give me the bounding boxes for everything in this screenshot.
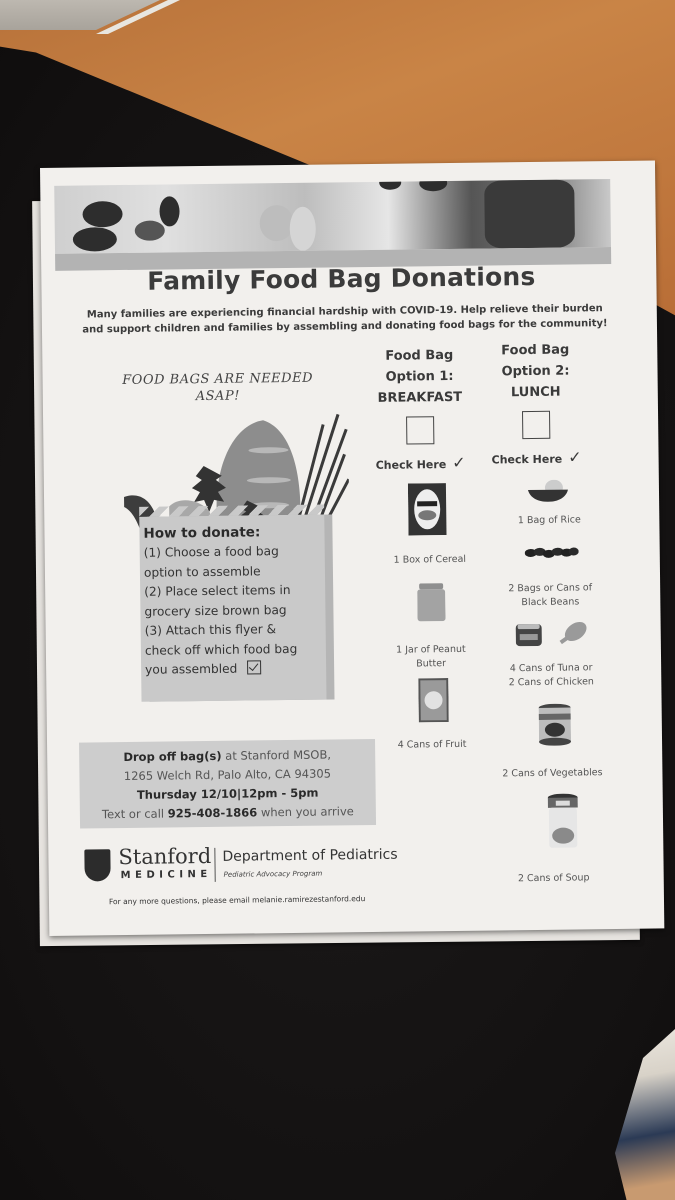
how-to-step: check off which food bag [144, 641, 298, 658]
how-to-step: (2) Place select items in [144, 582, 291, 599]
item-tuna-chicken [486, 661, 616, 691]
peanut-butter-jar-icon [417, 583, 445, 621]
intro-line-2: and support children and families by assembling and donating food bags for the community! [82, 318, 608, 336]
option-1-heading: Food Bag [385, 347, 454, 364]
department-name: Department of Pediatrics [222, 846, 398, 865]
check-here-text: Check Here [375, 458, 447, 472]
option-breakfast [364, 345, 476, 473]
page-title: Family Food Bag Donations [147, 261, 536, 296]
item-label-line: Black Beans [521, 596, 580, 609]
item-label-line: Butter [416, 658, 447, 670]
item-black-beans [485, 581, 615, 611]
how-to-step: (1) Choose a food bag [143, 544, 279, 560]
asap-line-2: ASAP! [195, 388, 240, 405]
logo-wordmark: Stanford [118, 843, 212, 870]
stanford-shield-icon [84, 849, 110, 881]
option-1-name: BREAKFAST [377, 389, 463, 406]
intro-text [60, 301, 630, 338]
rice-bowl-icon [528, 480, 568, 502]
tuna-chicken-icon [516, 619, 596, 650]
how-to-step-text: you assembled [145, 661, 238, 677]
check-here-label [366, 453, 476, 473]
how-to-step: option to assemble [143, 563, 261, 580]
option-1-number: Option 1: [385, 368, 454, 385]
how-to-step-last [145, 659, 320, 681]
how-to-step: (3) Attach this flyer & [144, 622, 277, 638]
item-soup: 2 Cans of Soup [517, 872, 590, 885]
item-vegetables: 2 Cans of Vegetables [502, 767, 603, 780]
item-rice: 1 Bag of Rice [517, 514, 581, 527]
dropoff-lead: Drop off bag(s) [123, 748, 222, 765]
how-to-step: grocery size brown bag [144, 602, 287, 619]
cereal-box-icon [408, 483, 449, 535]
option-2-name: LUNCH [510, 384, 561, 401]
option-2-number: Option 2: [501, 363, 570, 380]
item-label-line: 4 Cans of Tuna or [509, 662, 593, 675]
checkmark-icon: ✓ [452, 452, 466, 472]
check-here-label [481, 447, 591, 467]
call-pre-text: Text or call [101, 806, 168, 822]
food-photo-banner [54, 179, 611, 254]
how-to-donate-panel [139, 515, 326, 702]
item-label-line: 2 Cans of Chicken [508, 676, 594, 689]
stanford-medicine-logo [84, 845, 424, 889]
option-lunch [480, 339, 592, 467]
check-here-text: Check Here [491, 452, 563, 467]
flyer-page [40, 160, 664, 935]
item-label-line: 1 Jar of Peanut [396, 643, 466, 656]
how-to-title: How to donate: [143, 524, 261, 542]
black-beans-icon [525, 546, 579, 559]
item-cereal: 1 Box of Cereal [393, 553, 467, 566]
soup-can-icon [548, 793, 579, 849]
dropoff-address: 1265 Welch Rd, Palo Alto, CA 94305 [123, 766, 332, 784]
intro-line-1: Many families are experiencing financial hardship with COVID-19. Help relieve their burden [86, 303, 603, 321]
dropoff-contact [80, 802, 376, 825]
fruit-can-icon [418, 678, 449, 722]
checked-box-icon [247, 660, 261, 674]
option-2-heading: Food Bag [501, 342, 570, 359]
asap-line-1: FOOD BAGS ARE NEEDED [122, 370, 314, 389]
item-fruit: 4 Cans of Fruit [397, 738, 467, 751]
dropoff-info-panel [79, 739, 376, 829]
asap-callout [103, 369, 333, 406]
program-name: Pediatric Advocacy Program [223, 869, 323, 879]
contact-email-line: For any more questions, please email melanie.ramirezestanford.edu [108, 894, 366, 907]
checkmark-icon: ✓ [568, 447, 582, 467]
vegetable-can-icon [539, 704, 572, 746]
call-post-text: when you arrive [257, 804, 354, 820]
breakfast-checkbox[interactable] [406, 416, 434, 444]
item-label-line: 2 Bags or Cans of [508, 582, 593, 595]
logo-subtext: MEDICINE [120, 868, 212, 882]
logo-divider [214, 848, 215, 882]
item-peanut-butter [366, 642, 496, 672]
dropoff-location-text: at Stanford MSOB, [221, 747, 332, 763]
phone-number: 925-408-1866 [167, 805, 258, 821]
dropoff-datetime: Thursday 12/10|12pm - 5pm [136, 785, 319, 802]
lunch-checkbox[interactable] [522, 411, 550, 439]
